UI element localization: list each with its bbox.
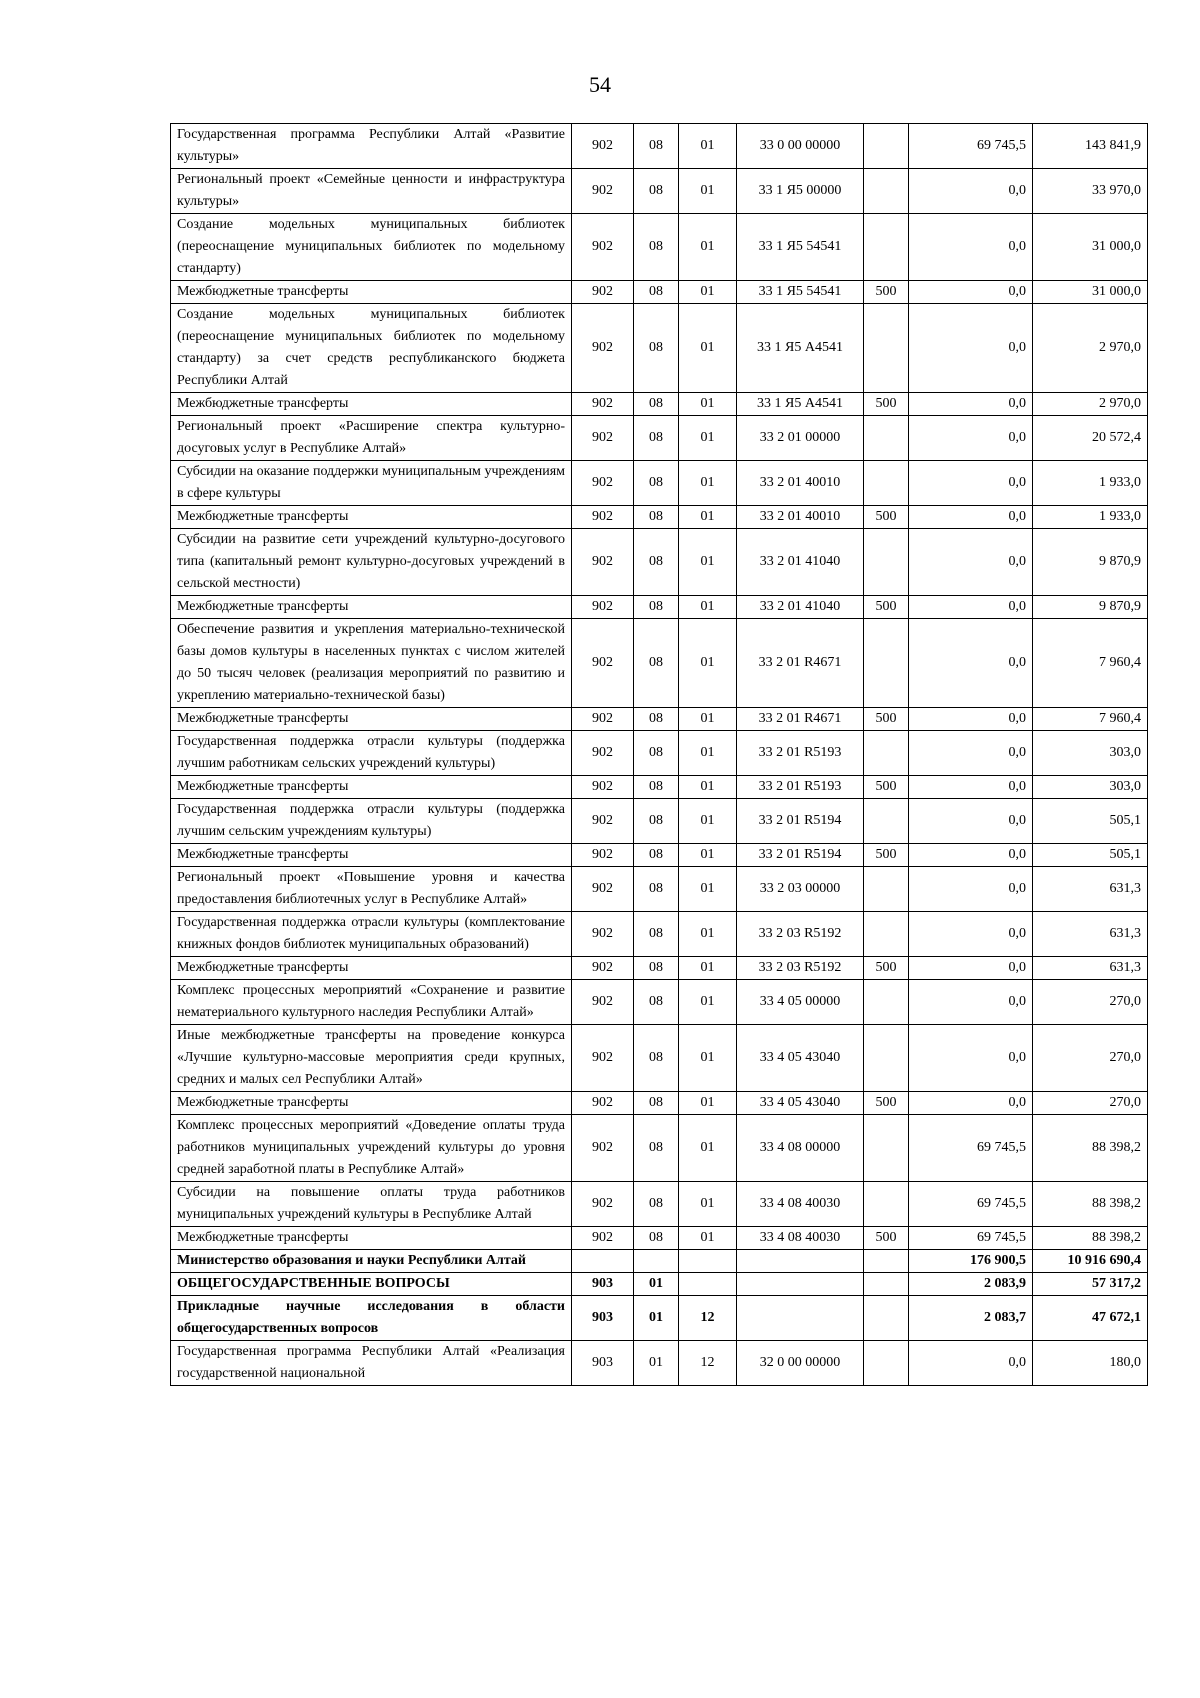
expense-type-cell: 500 xyxy=(864,708,909,731)
amount-year-1-cell: 0,0 xyxy=(909,461,1033,506)
table-row xyxy=(171,844,1148,867)
table-row xyxy=(171,912,1148,957)
target-article-cell: 33 2 01 00000 xyxy=(737,416,864,461)
section-code-cell: 08 xyxy=(634,529,679,596)
section-code-cell: 08 xyxy=(634,619,679,708)
subsection-code-cell: 01 xyxy=(679,731,737,776)
expense-type-cell: 500 xyxy=(864,596,909,619)
amount-year-2-cell: 631,3 xyxy=(1033,957,1148,980)
target-article-cell: 33 0 00 00000 xyxy=(737,124,864,169)
subsection-code-cell: 01 xyxy=(679,461,737,506)
row-name-cell: Межбюджетные трансферты xyxy=(171,596,572,619)
table-row xyxy=(171,304,1148,393)
expense-type-cell xyxy=(864,214,909,281)
table-row xyxy=(171,596,1148,619)
amount-year-1-cell: 0,0 xyxy=(909,169,1033,214)
page-number: 54 xyxy=(589,72,611,97)
section-code-cell: 08 xyxy=(634,169,679,214)
amount-year-2-cell: 180,0 xyxy=(1033,1341,1148,1386)
amount-year-1-cell: 0,0 xyxy=(909,416,1033,461)
section-code-cell: 08 xyxy=(634,393,679,416)
expense-type-cell xyxy=(864,619,909,708)
ministry-code-cell: 902 xyxy=(572,304,634,393)
amount-year-1-cell: 0,0 xyxy=(909,304,1033,393)
expense-type-cell: 500 xyxy=(864,393,909,416)
amount-year-2-cell: 270,0 xyxy=(1033,980,1148,1025)
target-article-cell xyxy=(737,1250,864,1273)
row-name-cell: Региональный проект «Расширение спектра культурно-досуговых услуг в Республике Алтай» xyxy=(171,416,572,461)
expense-type-cell xyxy=(864,1296,909,1341)
amount-year-1-cell: 0,0 xyxy=(909,708,1033,731)
target-article-cell: 33 2 01 R5193 xyxy=(737,776,864,799)
target-article-cell: 33 2 01 R5194 xyxy=(737,844,864,867)
amount-year-1-cell: 0,0 xyxy=(909,867,1033,912)
section-code-cell: 08 xyxy=(634,980,679,1025)
ministry-code-cell: 902 xyxy=(572,980,634,1025)
row-name-cell: Межбюджетные трансферты xyxy=(171,393,572,416)
target-article-cell: 33 4 08 40030 xyxy=(737,1182,864,1227)
subsection-code-cell: 01 xyxy=(679,416,737,461)
row-name-cell: Субсидии на развитие сети учреждений культурно-досугового типа (капитальный ремонт культурно-досуговых учреждений в сельской местности) xyxy=(171,529,572,596)
amount-year-2-cell: 2 970,0 xyxy=(1033,304,1148,393)
amount-year-1-cell: 0,0 xyxy=(909,529,1033,596)
target-article-cell: 33 2 03 00000 xyxy=(737,867,864,912)
ministry-code-cell: 902 xyxy=(572,731,634,776)
amount-year-2-cell: 631,3 xyxy=(1033,867,1148,912)
amount-year-1-cell: 0,0 xyxy=(909,281,1033,304)
budget-table xyxy=(170,123,1148,1386)
amount-year-1-cell: 0,0 xyxy=(909,506,1033,529)
target-article-cell: 33 1 Я5 54541 xyxy=(737,214,864,281)
subsection-code-cell: 01 xyxy=(679,214,737,281)
amount-year-2-cell: 88 398,2 xyxy=(1033,1182,1148,1227)
table-row xyxy=(171,1092,1148,1115)
ministry-code-cell: 902 xyxy=(572,214,634,281)
amount-year-2-cell: 505,1 xyxy=(1033,799,1148,844)
expense-type-cell: 500 xyxy=(864,506,909,529)
ministry-code-cell: 903 xyxy=(572,1341,634,1386)
ministry-code-cell: 902 xyxy=(572,124,634,169)
table-row xyxy=(171,1025,1148,1092)
row-name-cell: Государственная программа Республики Алтай «Развитие культуры» xyxy=(171,124,572,169)
subsection-code-cell: 01 xyxy=(679,980,737,1025)
ministry-code-cell: 902 xyxy=(572,912,634,957)
amount-year-2-cell: 31 000,0 xyxy=(1033,214,1148,281)
amount-year-1-cell: 69 745,5 xyxy=(909,1182,1033,1227)
amount-year-1-cell: 0,0 xyxy=(909,596,1033,619)
subsection-code-cell: 12 xyxy=(679,1341,737,1386)
target-article-cell: 33 4 05 00000 xyxy=(737,980,864,1025)
amount-year-1-cell: 0,0 xyxy=(909,957,1033,980)
amount-year-2-cell: 88 398,2 xyxy=(1033,1227,1148,1250)
ministry-code-cell: 902 xyxy=(572,799,634,844)
section-code-cell: 08 xyxy=(634,912,679,957)
subsection-code-cell: 01 xyxy=(679,867,737,912)
amount-year-1-cell: 0,0 xyxy=(909,1025,1033,1092)
expense-type-cell: 500 xyxy=(864,281,909,304)
subsection-code-cell: 01 xyxy=(679,957,737,980)
row-name-cell: Создание модельных муниципальных библиотек (переоснащение муниципальных библиотек по модельному стандарту) за счет средств республиканского бюджета Республики Алтай xyxy=(171,304,572,393)
amount-year-1-cell: 0,0 xyxy=(909,980,1033,1025)
ministry-code-cell xyxy=(572,1250,634,1273)
expense-type-cell xyxy=(864,124,909,169)
amount-year-1-cell: 0,0 xyxy=(909,844,1033,867)
amount-year-2-cell: 505,1 xyxy=(1033,844,1148,867)
table-row xyxy=(171,1227,1148,1250)
section-code-cell: 08 xyxy=(634,957,679,980)
section-code-cell: 08 xyxy=(634,214,679,281)
expense-type-cell: 500 xyxy=(864,776,909,799)
table-row xyxy=(171,619,1148,708)
amount-year-2-cell: 88 398,2 xyxy=(1033,1115,1148,1182)
table-row xyxy=(171,416,1148,461)
expense-type-cell xyxy=(864,304,909,393)
section-code-cell: 08 xyxy=(634,1182,679,1227)
amount-year-2-cell: 9 870,9 xyxy=(1033,596,1148,619)
section-code-cell: 08 xyxy=(634,1115,679,1182)
subsection-code-cell: 12 xyxy=(679,1296,737,1341)
table-row xyxy=(171,124,1148,169)
expense-type-cell xyxy=(864,731,909,776)
table-row xyxy=(171,957,1148,980)
target-article-cell: 33 2 01 40010 xyxy=(737,461,864,506)
amount-year-1-cell: 0,0 xyxy=(909,619,1033,708)
target-article-cell: 33 1 Я5 54541 xyxy=(737,281,864,304)
expense-type-cell xyxy=(864,169,909,214)
target-article-cell: 33 2 01 R4671 xyxy=(737,708,864,731)
section-code-cell xyxy=(634,1250,679,1273)
amount-year-2-cell: 270,0 xyxy=(1033,1025,1148,1092)
amount-year-2-cell: 1 933,0 xyxy=(1033,461,1148,506)
section-code-cell: 08 xyxy=(634,281,679,304)
section-code-cell: 08 xyxy=(634,776,679,799)
section-code-cell: 08 xyxy=(634,844,679,867)
target-article-cell: 33 2 01 41040 xyxy=(737,596,864,619)
table-row xyxy=(171,708,1148,731)
table-row xyxy=(171,281,1148,304)
amount-year-1-cell: 0,0 xyxy=(909,1341,1033,1386)
section-code-cell: 01 xyxy=(634,1341,679,1386)
expense-type-cell xyxy=(864,1273,909,1296)
ministry-code-cell: 902 xyxy=(572,708,634,731)
table-row xyxy=(171,799,1148,844)
ministry-code-cell: 902 xyxy=(572,393,634,416)
amount-year-1-cell: 0,0 xyxy=(909,912,1033,957)
row-name-cell: Межбюджетные трансферты xyxy=(171,776,572,799)
subsection-code-cell: 01 xyxy=(679,776,737,799)
subsection-code-cell: 01 xyxy=(679,169,737,214)
amount-year-1-cell: 0,0 xyxy=(909,1092,1033,1115)
subsection-code-cell: 01 xyxy=(679,844,737,867)
amount-year-2-cell: 270,0 xyxy=(1033,1092,1148,1115)
row-name-cell: Прикладные научные исследования в области общегосударственных вопросов xyxy=(171,1296,572,1341)
expense-type-cell xyxy=(864,1250,909,1273)
ministry-code-cell: 902 xyxy=(572,1115,634,1182)
row-name-cell: Субсидии на оказание поддержки муниципальным учреждениям в сфере культуры xyxy=(171,461,572,506)
amount-year-1-cell: 69 745,5 xyxy=(909,1115,1033,1182)
ministry-code-cell: 902 xyxy=(572,844,634,867)
target-article-cell xyxy=(737,1273,864,1296)
subsection-code-cell: 01 xyxy=(679,124,737,169)
ministry-code-cell: 902 xyxy=(572,619,634,708)
row-name-cell: Государственная поддержка отрасли культуры (поддержка лучшим сельским учреждениям культуры) xyxy=(171,799,572,844)
subsection-code-cell: 01 xyxy=(679,619,737,708)
section-code-cell: 08 xyxy=(634,1092,679,1115)
target-article-cell: 33 4 05 43040 xyxy=(737,1092,864,1115)
row-name-cell: Межбюджетные трансферты xyxy=(171,1227,572,1250)
section-code-cell: 08 xyxy=(634,304,679,393)
amount-year-1-cell: 0,0 xyxy=(909,799,1033,844)
section-code-cell: 08 xyxy=(634,708,679,731)
row-name-cell: Межбюджетные трансферты xyxy=(171,957,572,980)
amount-year-2-cell: 33 970,0 xyxy=(1033,169,1148,214)
subsection-code-cell: 01 xyxy=(679,708,737,731)
amount-year-1-cell: 0,0 xyxy=(909,393,1033,416)
subsection-code-cell: 01 xyxy=(679,596,737,619)
target-article-cell: 33 2 03 R5192 xyxy=(737,912,864,957)
ministry-code-cell: 902 xyxy=(572,957,634,980)
row-name-cell: Межбюджетные трансферты xyxy=(171,506,572,529)
expense-type-cell xyxy=(864,980,909,1025)
section-code-cell: 01 xyxy=(634,1273,679,1296)
row-name-cell: Межбюджетные трансферты xyxy=(171,844,572,867)
amount-year-2-cell: 9 870,9 xyxy=(1033,529,1148,596)
expense-type-cell xyxy=(864,1182,909,1227)
expense-type-cell: 500 xyxy=(864,844,909,867)
subsection-code-cell: 01 xyxy=(679,506,737,529)
row-name-cell: ОБЩЕГОСУДАРСТВЕННЫЕ ВОПРОСЫ xyxy=(171,1273,572,1296)
table-row xyxy=(171,1250,1148,1273)
target-article-cell: 33 2 01 41040 xyxy=(737,529,864,596)
expense-type-cell: 500 xyxy=(864,957,909,980)
ministry-code-cell: 902 xyxy=(572,1227,634,1250)
expense-type-cell xyxy=(864,1025,909,1092)
target-article-cell: 33 1 Я5 А4541 xyxy=(737,393,864,416)
expense-type-cell xyxy=(864,799,909,844)
expense-type-cell xyxy=(864,461,909,506)
ministry-code-cell: 902 xyxy=(572,461,634,506)
ministry-code-cell: 902 xyxy=(572,1182,634,1227)
expense-type-cell xyxy=(864,416,909,461)
amount-year-2-cell: 57 317,2 xyxy=(1033,1273,1148,1296)
table-row xyxy=(171,1115,1148,1182)
amount-year-2-cell: 143 841,9 xyxy=(1033,124,1148,169)
expense-type-cell xyxy=(864,529,909,596)
table-row xyxy=(171,1296,1148,1341)
row-name-cell: Государственная программа Республики Алтай «Реализация государственной национальной xyxy=(171,1341,572,1386)
subsection-code-cell: 01 xyxy=(679,1227,737,1250)
row-name-cell: Межбюджетные трансферты xyxy=(171,281,572,304)
section-code-cell: 08 xyxy=(634,731,679,776)
ministry-code-cell: 902 xyxy=(572,776,634,799)
row-name-cell: Комплекс процессных мероприятий «Сохранение и развитие нематериального культурного наследия Республики Алтай» xyxy=(171,980,572,1025)
target-article-cell: 33 4 08 40030 xyxy=(737,1227,864,1250)
table-row xyxy=(171,393,1148,416)
expense-type-cell xyxy=(864,1115,909,1182)
amount-year-1-cell: 69 745,5 xyxy=(909,1227,1033,1250)
amount-year-2-cell: 20 572,4 xyxy=(1033,416,1148,461)
ministry-code-cell: 902 xyxy=(572,529,634,596)
table-row xyxy=(171,776,1148,799)
section-code-cell: 08 xyxy=(634,506,679,529)
amount-year-2-cell: 47 672,1 xyxy=(1033,1296,1148,1341)
expense-type-cell xyxy=(864,912,909,957)
row-name-cell: Комплекс процессных мероприятий «Доведение оплаты труда работников муниципальных учреждений культуры до уровня средней заработной платы в Республике Алтай» xyxy=(171,1115,572,1182)
expense-type-cell xyxy=(864,867,909,912)
amount-year-2-cell: 7 960,4 xyxy=(1033,708,1148,731)
row-name-cell: Субсидии на повышение оплаты труда работников муниципальных учреждений культуры в Республике Алтай xyxy=(171,1182,572,1227)
section-code-cell: 08 xyxy=(634,799,679,844)
section-code-cell: 08 xyxy=(634,867,679,912)
target-article-cell: 32 0 00 00000 xyxy=(737,1341,864,1386)
target-article-cell: 33 4 05 43040 xyxy=(737,1025,864,1092)
amount-year-1-cell: 0,0 xyxy=(909,731,1033,776)
amount-year-1-cell: 0,0 xyxy=(909,214,1033,281)
table-row xyxy=(171,1182,1148,1227)
table-row xyxy=(171,461,1148,506)
row-name-cell: Создание модельных муниципальных библиотек (переоснащение муниципальных библиотек по модельному стандарту) xyxy=(171,214,572,281)
amount-year-2-cell: 631,3 xyxy=(1033,912,1148,957)
subsection-code-cell: 01 xyxy=(679,529,737,596)
subsection-code-cell: 01 xyxy=(679,1115,737,1182)
amount-year-1-cell: 2 083,9 xyxy=(909,1273,1033,1296)
table-row xyxy=(171,867,1148,912)
ministry-code-cell: 902 xyxy=(572,416,634,461)
ministry-code-cell: 903 xyxy=(572,1296,634,1341)
table-row xyxy=(171,506,1148,529)
target-article-cell: 33 2 01 R5194 xyxy=(737,799,864,844)
table-row xyxy=(171,980,1148,1025)
section-code-cell: 01 xyxy=(634,1296,679,1341)
amount-year-2-cell: 303,0 xyxy=(1033,731,1148,776)
row-name-cell: Государственная поддержка отрасли культуры (комплектование книжных фондов библиотек муниципальных образований) xyxy=(171,912,572,957)
amount-year-1-cell: 2 083,7 xyxy=(909,1296,1033,1341)
table-row xyxy=(171,169,1148,214)
amount-year-2-cell: 7 960,4 xyxy=(1033,619,1148,708)
row-name-cell: Региональный проект «Семейные ценности и инфраструктура культуры» xyxy=(171,169,572,214)
ministry-code-cell: 902 xyxy=(572,281,634,304)
amount-year-2-cell: 1 933,0 xyxy=(1033,506,1148,529)
expense-type-cell: 500 xyxy=(864,1227,909,1250)
ministry-code-cell: 902 xyxy=(572,506,634,529)
section-code-cell: 08 xyxy=(634,124,679,169)
row-name-cell: Обеспечение развития и укрепления материально-технической базы домов культуры в населенных пунктах с числом жителей до 50 тысяч человек (реализация мероприятий по развитию и укреплению материально-технической базы) xyxy=(171,619,572,708)
amount-year-2-cell: 31 000,0 xyxy=(1033,281,1148,304)
table-row xyxy=(171,529,1148,596)
target-article-cell: 33 2 01 R4671 xyxy=(737,619,864,708)
amount-year-2-cell: 10 916 690,4 xyxy=(1033,1250,1148,1273)
table-row xyxy=(171,214,1148,281)
section-code-cell: 08 xyxy=(634,461,679,506)
target-article-cell: 33 1 Я5 А4541 xyxy=(737,304,864,393)
row-name-cell: Региональный проект «Повышение уровня и качества предоставления библиотечных услуг в Республике Алтай» xyxy=(171,867,572,912)
subsection-code-cell: 01 xyxy=(679,393,737,416)
target-article-cell: 33 2 01 40010 xyxy=(737,506,864,529)
table-row xyxy=(171,1341,1148,1386)
expense-type-cell: 500 xyxy=(864,1092,909,1115)
subsection-code-cell: 01 xyxy=(679,912,737,957)
ministry-code-cell: 903 xyxy=(572,1273,634,1296)
subsection-code-cell: 01 xyxy=(679,1182,737,1227)
ministry-code-cell: 902 xyxy=(572,596,634,619)
row-name-cell: Государственная поддержка отрасли культуры (поддержка лучшим работникам сельских учреждений культуры) xyxy=(171,731,572,776)
amount-year-1-cell: 0,0 xyxy=(909,776,1033,799)
section-code-cell: 08 xyxy=(634,596,679,619)
target-article-cell: 33 2 01 R5193 xyxy=(737,731,864,776)
subsection-code-cell: 01 xyxy=(679,1025,737,1092)
table-row xyxy=(171,1273,1148,1296)
expense-type-cell xyxy=(864,1341,909,1386)
subsection-code-cell: 01 xyxy=(679,304,737,393)
target-article-cell: 33 2 03 R5192 xyxy=(737,957,864,980)
ministry-code-cell: 902 xyxy=(572,1092,634,1115)
row-name-cell: Межбюджетные трансферты xyxy=(171,708,572,731)
row-name-cell: Иные межбюджетные трансферты на проведение конкурса «Лучшие культурно-массовые мероприятия среди крупных, средних и малых сел Республики Алтай» xyxy=(171,1025,572,1092)
ministry-code-cell: 902 xyxy=(572,169,634,214)
ministry-code-cell: 902 xyxy=(572,1025,634,1092)
ministry-code-cell: 902 xyxy=(572,867,634,912)
amount-year-1-cell: 176 900,5 xyxy=(909,1250,1033,1273)
section-code-cell: 08 xyxy=(634,416,679,461)
amount-year-1-cell: 69 745,5 xyxy=(909,124,1033,169)
section-code-cell: 08 xyxy=(634,1025,679,1092)
subsection-code-cell xyxy=(679,1250,737,1273)
row-name-cell: Межбюджетные трансферты xyxy=(171,1092,572,1115)
amount-year-2-cell: 2 970,0 xyxy=(1033,393,1148,416)
subsection-code-cell xyxy=(679,1273,737,1296)
target-article-cell: 33 1 Я5 00000 xyxy=(737,169,864,214)
target-article-cell xyxy=(737,1296,864,1341)
section-code-cell: 08 xyxy=(634,1227,679,1250)
subsection-code-cell: 01 xyxy=(679,1092,737,1115)
table-row xyxy=(171,731,1148,776)
subsection-code-cell: 01 xyxy=(679,281,737,304)
row-name-cell: Министерство образования и науки Республики Алтай xyxy=(171,1250,572,1273)
subsection-code-cell: 01 xyxy=(679,799,737,844)
target-article-cell: 33 4 08 00000 xyxy=(737,1115,864,1182)
amount-year-2-cell: 303,0 xyxy=(1033,776,1148,799)
